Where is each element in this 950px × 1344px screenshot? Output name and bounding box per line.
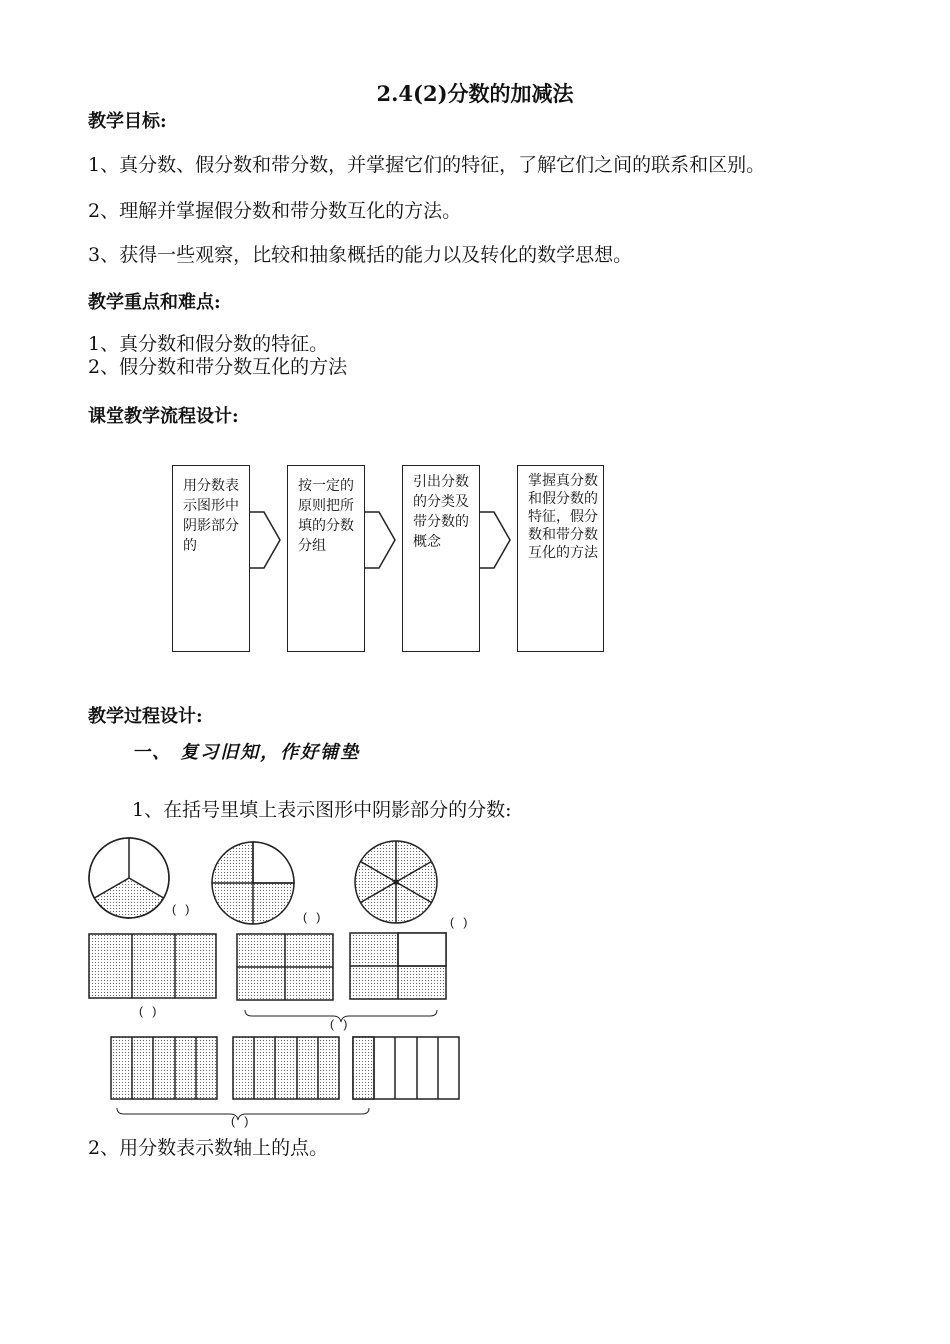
flow-box-3: 引出分数的分类及带分数的概念 [402,465,480,652]
rect-quarters-full [237,934,333,1000]
flow-arrow-3 [478,512,510,568]
question-1: 1、在括号里填上表示图形中阴影部分的分数: [132,799,512,821]
page-title: 2.4(2)分数的加减法 [376,81,574,106]
question-2: 2、用分数表示数轴上的点。 [88,1137,329,1159]
rect-fifths-3 [353,1037,459,1099]
fraction-figures [80,830,500,1130]
answer-blank-5[interactable]: ( ) [330,1017,351,1031]
answer-blank-1[interactable]: ( ) [172,902,193,916]
objective-item-1: 1、真分数、假分数和带分数，并掌握它们的特征，了解它们之间的联系和区别。 [88,154,766,176]
flow-arrow-2 [363,512,395,568]
objectives-heading: 教学目标: [88,111,167,132]
keypoints-heading: 教学重点和难点: [88,292,221,313]
flow-box-2: 按一定的原则把所填的分数分组 [287,465,365,652]
process-heading: 教学过程设计: [88,706,203,727]
flow-arrow-1 [248,512,280,568]
objective-item-2: 2、理解并掌握假分数和带分数互化的方法。 [88,200,462,222]
circle-quarters [212,842,294,924]
answer-blank-6[interactable]: ( ) [231,1114,252,1128]
rect-fifths-1 [111,1037,217,1099]
rect-thirds [89,934,216,998]
flow-box-4: 掌握真分数和假分数的特征，假分数和带分数互化的方法 [517,465,604,652]
circle-thirds [89,838,169,918]
rect-quarters-partial [350,933,446,999]
flow-box-1: 用分数表示图形中阴影部分的 [172,465,250,652]
answer-blank-3[interactable]: ( ) [450,915,471,929]
objective-item-3: 3、获得一些观察，比较和抽象概括的能力以及转化的数学思想。 [88,244,633,266]
section-1-title: 一、 复习旧知，作好铺垫 [132,742,361,763]
flow-heading: 课堂教学流程设计: [88,406,239,427]
keypoint-item-2: 2、假分数和带分数互化的方法 [88,356,348,378]
answer-blank-2[interactable]: ( ) [303,910,324,924]
circle-sixths [355,841,437,923]
keypoint-item-1: 1、真分数和假分数的特征。 [88,333,329,355]
answer-blank-4[interactable]: ( ) [139,1004,160,1018]
rect-fifths-2 [233,1037,339,1099]
